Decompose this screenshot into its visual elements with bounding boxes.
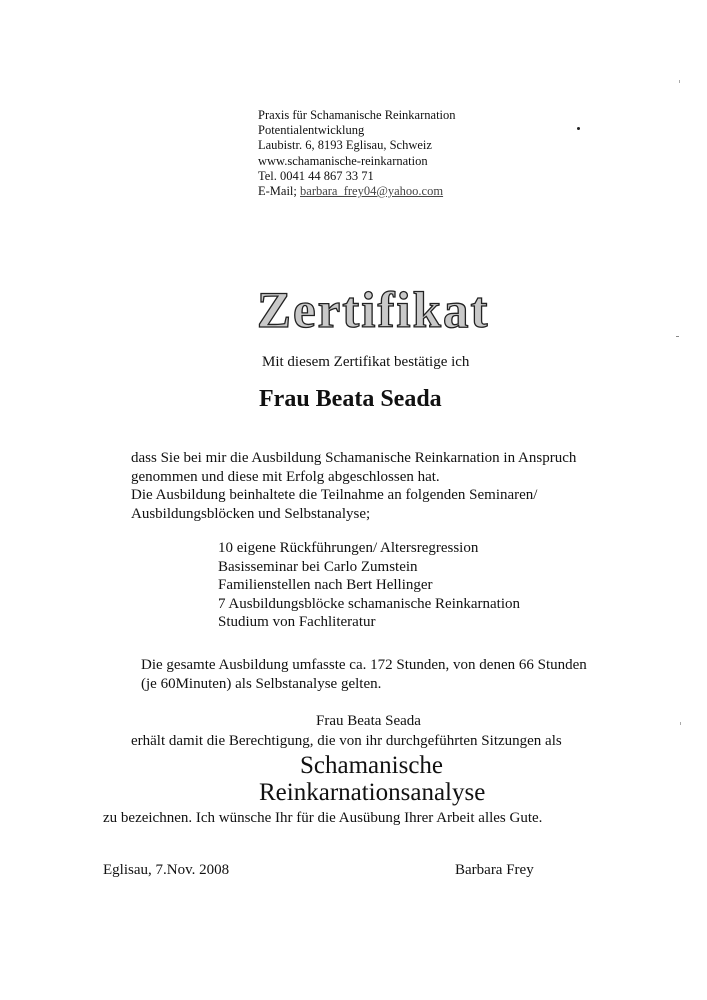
email-label: E-Mail;	[258, 184, 297, 199]
list-item: 7 Ausbildungsblöcke schamanische Reinkarnation	[218, 595, 521, 612]
body-paragraph	[131, 449, 576, 523]
summary-paragraph	[141, 656, 587, 694]
summary-line: (je 60Minuten) als Selbstanalyse gelten.	[141, 676, 382, 692]
training-list	[218, 539, 520, 632]
list-item: Studium von Fachliteratur	[218, 614, 376, 630]
header-line: Praxis für Schamanische Reinkarnation	[258, 108, 456, 122]
signer-name: Barbara Frey	[455, 862, 534, 878]
closing-text: zu bezeichnen. Ich wünsche Ihr für die Ausübung Ihrer Arbeit alles Gute.	[103, 810, 543, 826]
recipient-name: Frau Beata Seada	[259, 386, 442, 412]
body-line: dass Sie bei mir die Ausbildung Schamanische Reinkarnation in Anspruch	[131, 450, 577, 466]
body-line: Ausbildungsblöcken und Selbstanalyse;	[131, 505, 371, 522]
list-item: Basisseminar bei Carlo Zumstein	[218, 558, 418, 575]
certificate-title: Zertifikat	[257, 283, 490, 339]
email-link[interactable]: barbara_frey04@yahoo.com	[300, 184, 444, 199]
designation-line-2: Reinkarnationsanalyse	[259, 779, 486, 806]
grant-text: erhält damit die Berechtigung, die von ihr durchgeführten Sitzungen als	[131, 733, 562, 749]
designation-line-1: Schamanische	[300, 752, 444, 779]
scan-speck	[676, 336, 679, 337]
list-item: 10 eigene Rückführungen/ Altersregression	[218, 540, 479, 556]
header-line: Potentialentwicklung	[258, 123, 365, 138]
scan-speck	[680, 722, 681, 725]
scan-speck	[577, 127, 580, 130]
practice-header	[258, 108, 456, 199]
recipient-name-repeat: Frau Beata Seada	[316, 713, 421, 729]
header-line: Laubistr. 6, 8193 Eglisau, Schweiz	[258, 138, 432, 153]
place-date: Eglisau, 7.Nov. 2008	[103, 862, 230, 878]
scan-speck	[679, 80, 680, 83]
body-line: Die Ausbildung beinhaltete die Teilnahme an folgenden Seminaren/	[131, 487, 538, 503]
email-line	[258, 184, 456, 199]
header-line: Tel. 0041 44 867 33 71	[258, 168, 374, 183]
header-line: www.schamanische-reinkarnation	[258, 153, 428, 168]
confirm-text: Mit diesem Zertifikat bestätige ich	[262, 354, 470, 370]
summary-line: Die gesamte Ausbildung umfasste ca. 172 Stunden, von denen 66 Stunden	[141, 657, 587, 673]
body-line: genommen und diese mit Erfolg abgeschlossen hat.	[131, 468, 440, 485]
list-item: Familienstellen nach Bert Hellinger	[218, 577, 433, 593]
